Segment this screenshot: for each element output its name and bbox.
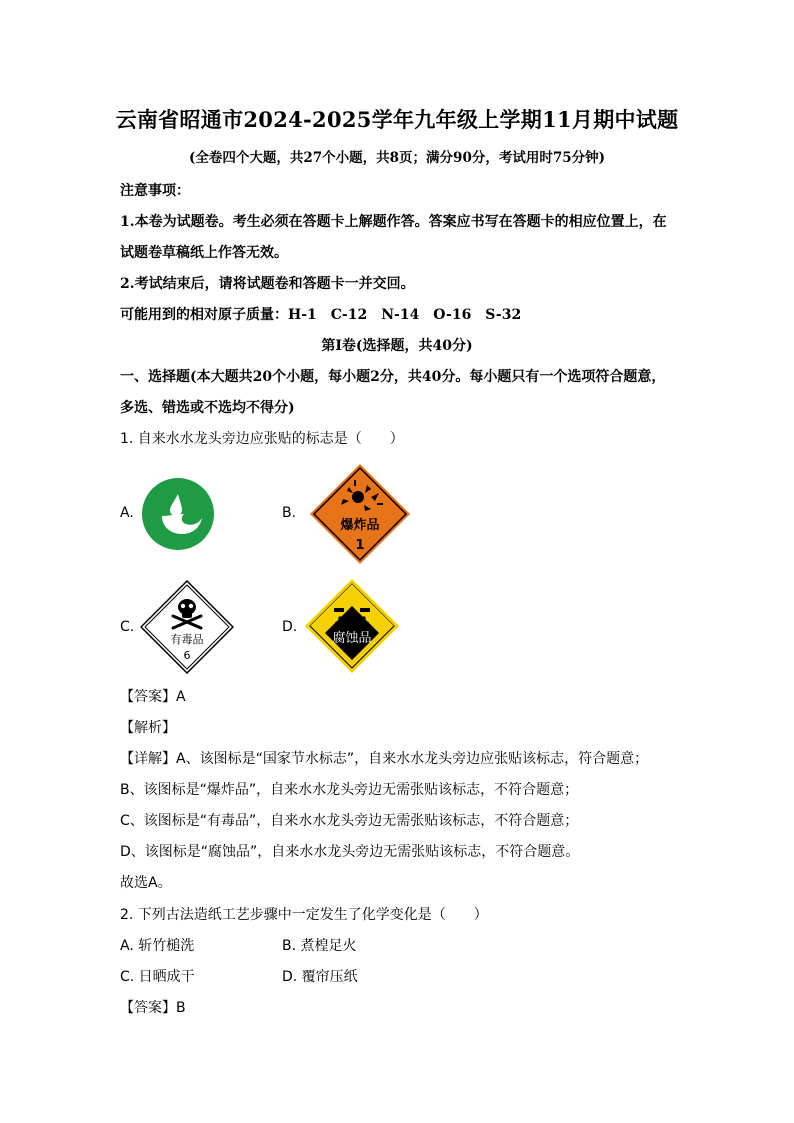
question-2-stem: 2. 下列古法造纸工艺步骤中一定发生了化学变化是（ ） xyxy=(120,907,488,923)
section-heading-line-1: 一、选择题(本大题共20个小题，每小题2分，共40分。每小题只有一个选项符合题意， xyxy=(120,369,666,385)
corrosive-label: 腐蚀品 xyxy=(332,631,372,646)
toxic-class-number: 6 xyxy=(183,649,191,662)
question-1-detail-d: D、该图标是“腐蚀品”，自来水水龙头旁边无需张贴该标志，不符合题意。 xyxy=(120,844,580,860)
notice-heading: 注意事项： xyxy=(120,183,190,199)
question-1-stem: 1. 自来水水龙头旁边应张贴的标志是（ ） xyxy=(120,431,404,447)
question-2-choice-a: A. 斩竹槌洗 xyxy=(120,938,195,954)
toxic-label: 有毒品 xyxy=(170,633,204,646)
question-1-detail-a: 【详解】A、该图标是“国家节水标志”，自来水水龙头旁边应张贴该标志，符合题意； xyxy=(120,751,649,767)
question-1-detail-b: B、该图标是“爆炸品”，自来水水龙头旁边无需张贴该标志，不符合题意； xyxy=(120,782,579,798)
question-2-choice-c: C. 日晒成干 xyxy=(120,969,195,985)
option-c-label: C. xyxy=(120,619,135,635)
water-saving-icon xyxy=(142,478,214,550)
question-2-choice-d: D. 覆帘压纸 xyxy=(282,969,358,985)
page-title: 云南省昭通市2024-2025学年九年级上学期11月期中试题 xyxy=(115,107,679,132)
question-2-choice-b: B. 煮楻足火 xyxy=(282,938,357,954)
section-heading-line-2: 多选、错选或不选均不得分) xyxy=(120,400,295,416)
exam-info: (全卷四个大题，共27个小题，共8页；满分90分，考试用时75分钟) xyxy=(188,150,606,166)
atomic-mass-line: 可能用到的相对原子质量：H-1 C-12 N-14 O-16 S-32 xyxy=(120,307,522,323)
notice-item-2: 2.考试结束后，请将试题卷和答题卡一并交回。 xyxy=(120,276,415,292)
notice-item-1-line-1: 1.本卷为试题卷。考生必须在答题卡上解题作答。答案应书写在答题卡的相应位置上，在 xyxy=(120,214,667,230)
question-1-answer: 【答案】A xyxy=(120,689,186,705)
volume-title: 第Ⅰ卷(选择题，共40分) xyxy=(321,338,473,354)
question-2-answer: 【答案】B xyxy=(120,1000,186,1016)
corrosive-icon xyxy=(304,578,400,674)
notice-item-1-line-2: 试题卷草稿纸上作答无效。 xyxy=(120,245,288,261)
explosive-label: 爆炸品 xyxy=(340,518,380,533)
toxic-icon xyxy=(140,580,234,674)
question-1-analysis-heading: 【解析】 xyxy=(120,720,176,736)
explosive-icon xyxy=(309,463,411,565)
option-a-label: A. xyxy=(120,505,134,521)
question-1-detail-c: C、该图标是“有毒品”，自来水水龙头旁边无需张贴该标志，不符合题意； xyxy=(120,813,579,829)
option-b-label: B. xyxy=(282,505,297,521)
question-1-conclusion: 故选A。 xyxy=(120,875,172,891)
option-d-label: D. xyxy=(282,619,298,635)
explosive-class-number: 1 xyxy=(355,538,365,553)
